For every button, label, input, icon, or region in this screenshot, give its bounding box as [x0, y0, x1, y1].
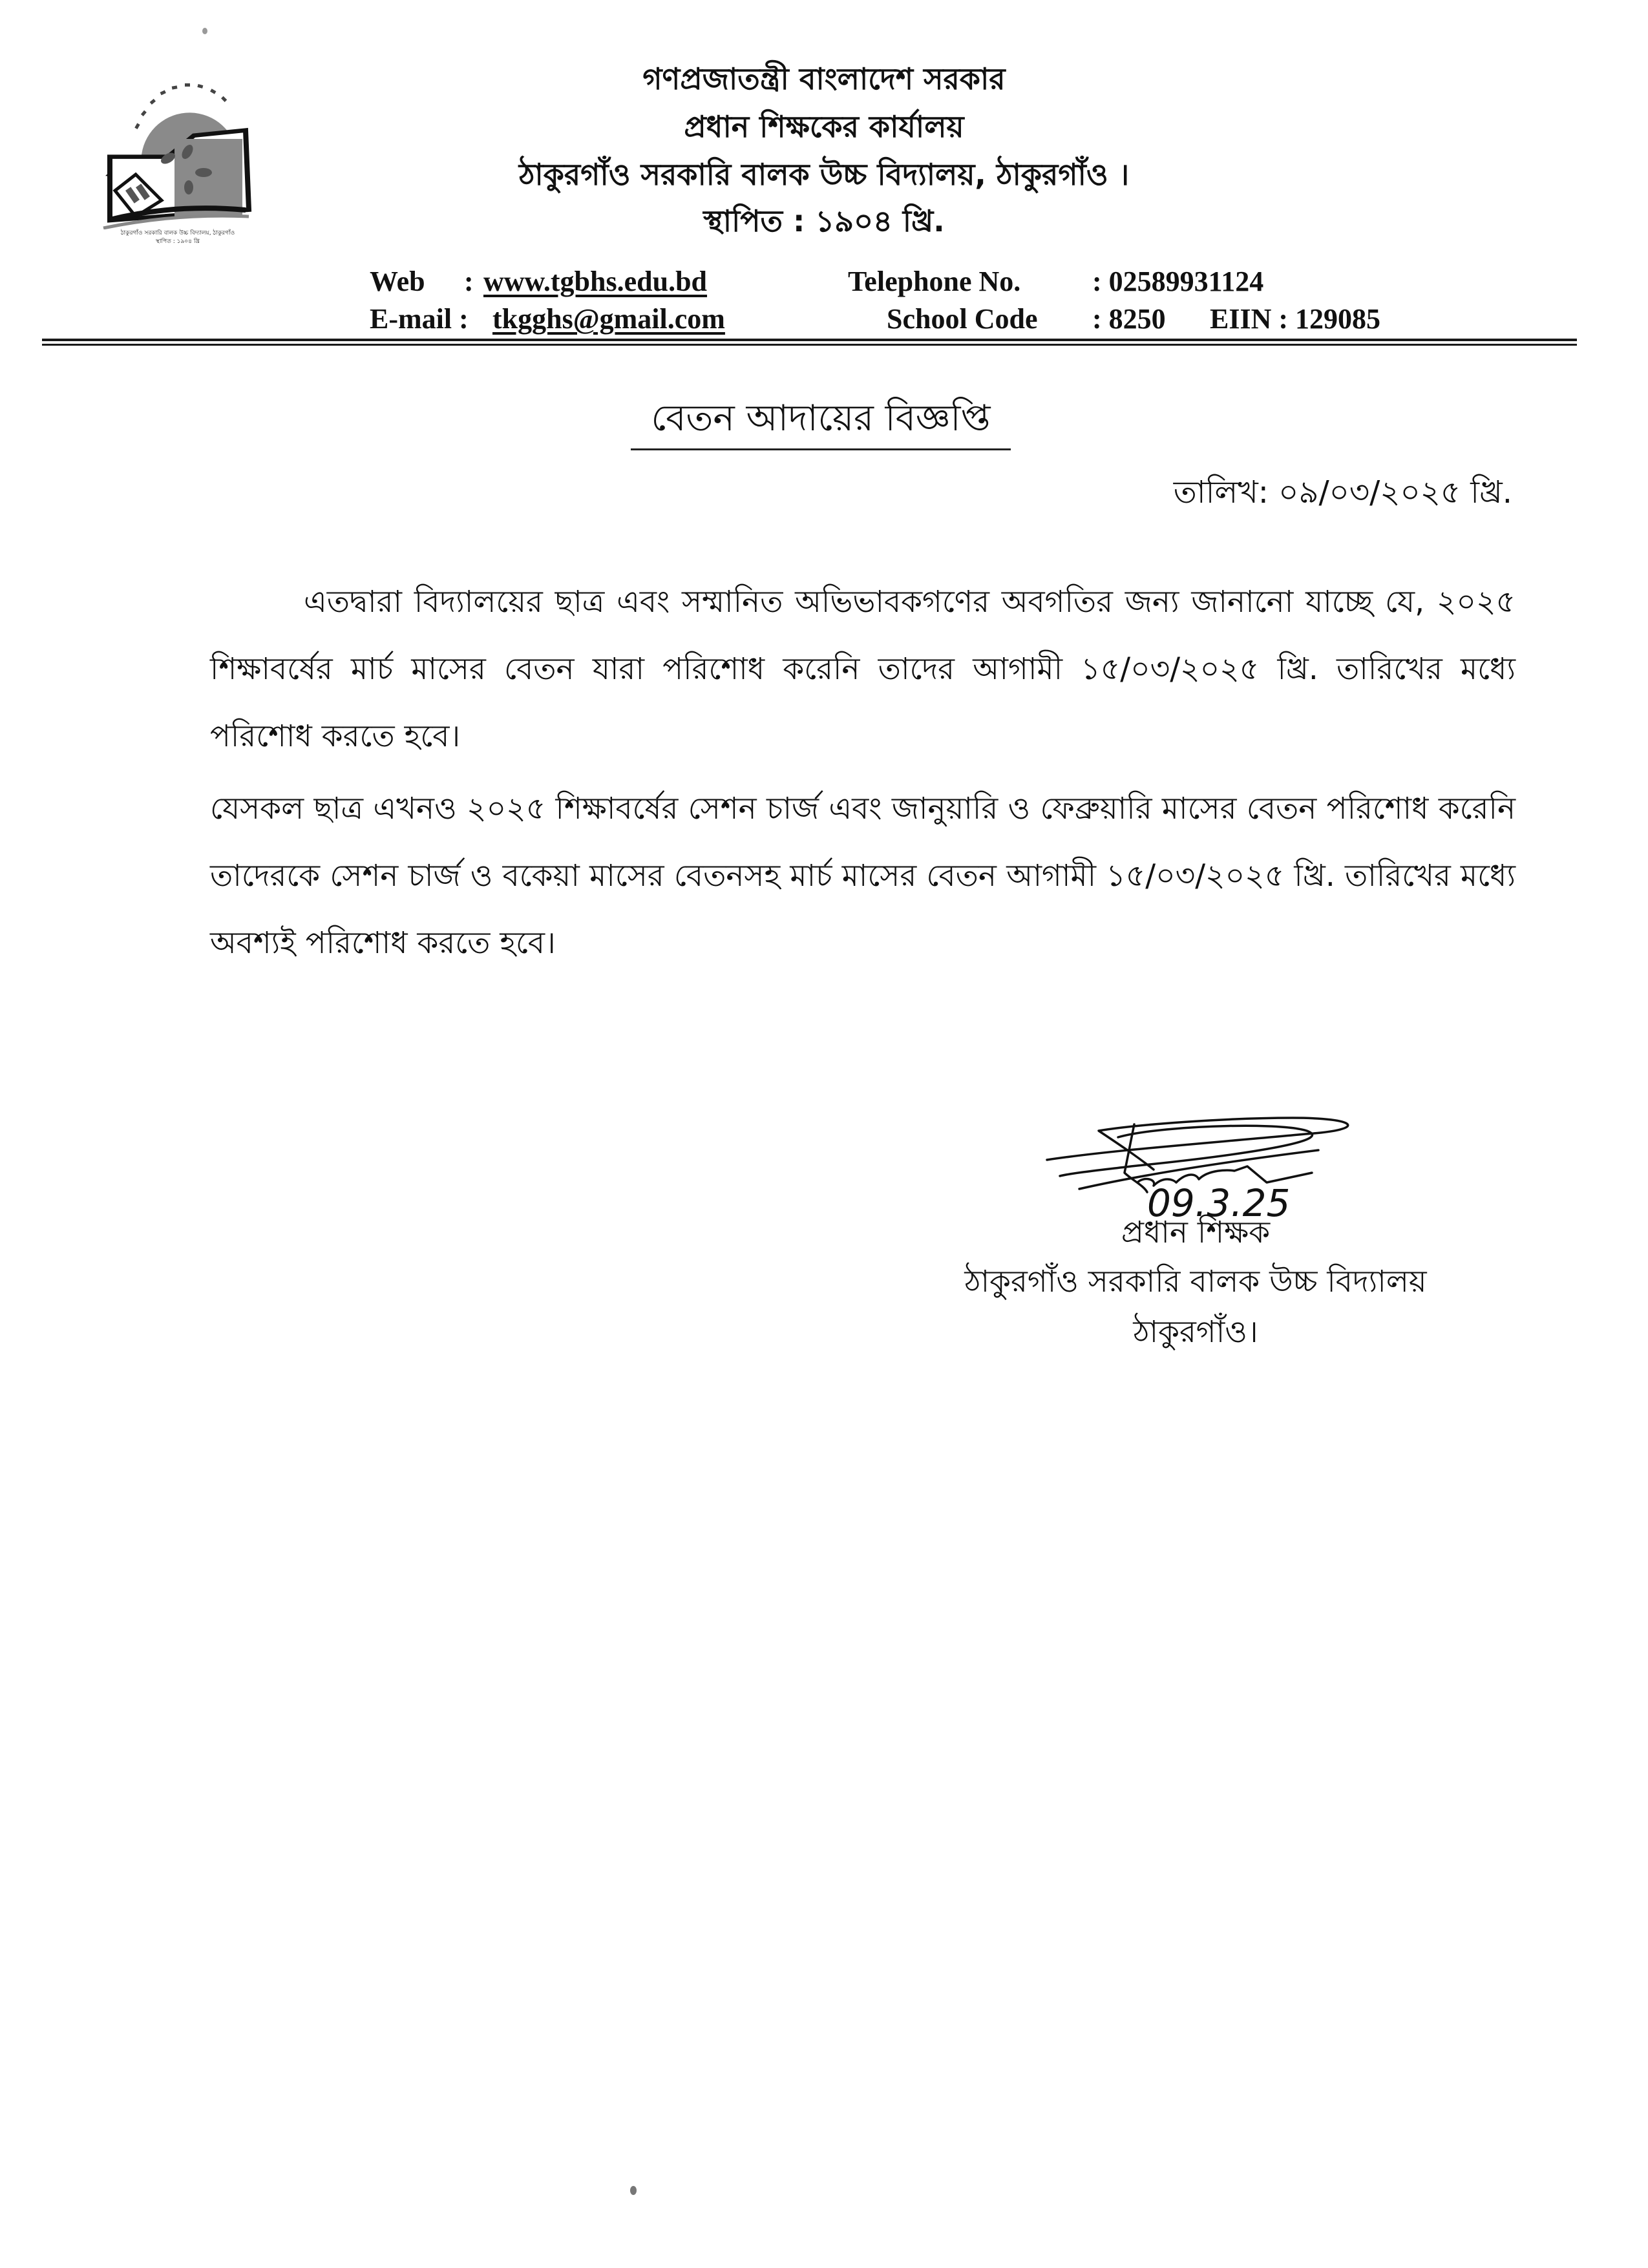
notice-date: তালিখ: ০৯/০৩/২০২৫ খ্রি. — [1173, 474, 1512, 510]
email-address[interactable]: tkgghs@gmail.com — [492, 303, 725, 335]
title-underline — [631, 448, 1011, 450]
notice-title: বেতন আদায়ের বিজ্ঞপ্তি — [651, 397, 991, 439]
scan-speck — [202, 28, 207, 34]
header-divider-top — [42, 339, 1577, 341]
eiin-value: EIIN : 129085 — [1210, 303, 1381, 335]
signatory-place: ঠাকুরগাঁও। — [1133, 1314, 1258, 1350]
telephone-value: : 02589931124 — [1092, 266, 1264, 297]
logo-emblem-icon — [97, 61, 259, 229]
signatory-title: প্রধান শিক্ষক — [1121, 1215, 1271, 1250]
established-year: স্থাপিত : ১৯০৪ খ্রি. — [703, 204, 945, 238]
web-label: Web — [370, 266, 425, 297]
web-separator: : — [464, 266, 474, 297]
web-url[interactable]: www.tgbhs.edu.bd — [483, 266, 708, 297]
government-title: গণপ্রজাতন্ত্রী বাংলাদেশ সরকার — [642, 61, 1006, 96]
signature-date: 09.3.25 — [1147, 1181, 1291, 1225]
school-code-label: School Code — [887, 303, 1038, 335]
logo-caption-line2: স্থাপিত : ১৯০৪ খ্রি — [155, 238, 200, 245]
logo-caption — [97, 229, 259, 246]
school-code-value: : 8250 — [1092, 303, 1166, 335]
telephone-label: Telephone No. — [848, 266, 1021, 297]
web-link[interactable] — [483, 265, 707, 299]
header-divider-bottom — [42, 344, 1577, 346]
email-label: E-mail : — [370, 303, 469, 335]
school-name: ঠাকুরগাঁও সরকারি বালক উচ্চ বিদ্যালয়, ঠাকুরগাঁও । — [518, 157, 1130, 192]
office-title: প্রধান শিক্ষকের কার্যালয় — [684, 109, 964, 144]
notice-paragraph-1: এতদ্বারা বিদ্যালয়ের ছাত্র এবং সম্মানিত অভিভাবকগণের অবগতির জন্য জানানো যাচ্ছে যে, ২০২৫ শিক্ষাবর্ষের মার্চ মাসের বেতন যারা পরিশোধ করেনি তাদের আগামী ১৫/০৩/২০২৫ খ্রি. তারিখের মধ্যে পরিশোধ করতে হবে। — [210, 584, 1516, 754]
scan-speck — [630, 2186, 637, 2195]
logo-caption-line1: ঠাকুরগাঁও সরকারি বালক উচ্চ বিদ্যালয়, ঠাকুরগাঁও — [120, 230, 235, 236]
signatory-school: ঠাকুরগাঁও সরকারি বালক উচ্চ বিদ্যালয় — [964, 1264, 1427, 1299]
email-link[interactable] — [492, 302, 725, 336]
notice-paragraph-2: যেসকল ছাত্র এখনও ২০২৫ শিক্ষাবর্ষের সেশন চার্জ এবং জানুয়ারি ও ফেব্রুয়ারি মাসের বেতন পরিশোধ করেনি তাদেরকে সেশন চার্জ ও বকেয়া মাসের বেতনসহ মার্চ মাসের বেতন আগামী ১৫/০৩/২০২৫ খ্রি. তারিখের মধ্যে অবশ্যই পরিশোধ করতে হবে। — [210, 791, 1516, 961]
school-logo — [97, 61, 259, 255]
